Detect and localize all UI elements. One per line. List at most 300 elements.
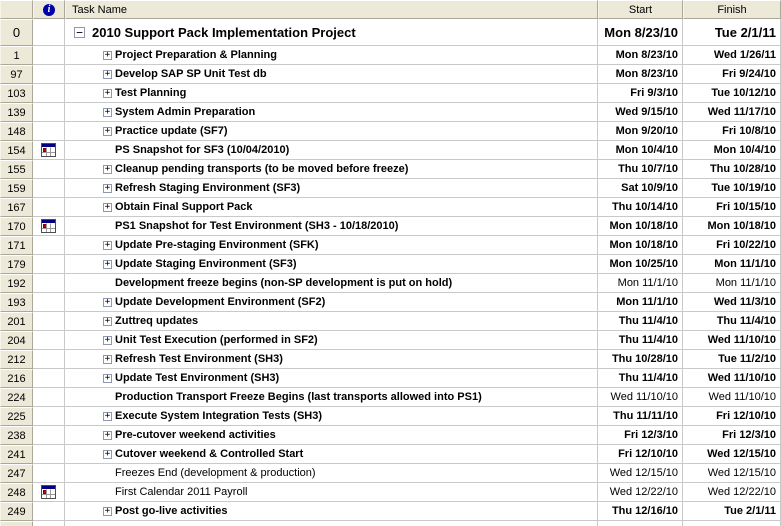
task-start-cell[interactable] xyxy=(598,217,683,236)
expand-collapse-icon[interactable] xyxy=(103,336,112,345)
task-finish-date: Fri 10/22/10 xyxy=(716,239,776,251)
expand-glyph: + xyxy=(104,505,111,516)
task-name-cell[interactable] xyxy=(65,407,598,426)
calendar-constraint-icon xyxy=(41,219,56,233)
task-name: Obtain Final Support Pack xyxy=(115,201,253,213)
task-row xyxy=(0,255,781,274)
task-finish-date: Mon 11/1/10 xyxy=(715,277,776,289)
task-start-cell[interactable] xyxy=(598,350,683,369)
row-id-cell[interactable] xyxy=(0,426,33,445)
task-start-cell[interactable] xyxy=(598,236,683,255)
expand-glyph: + xyxy=(104,448,111,459)
row-id: 212 xyxy=(7,353,26,366)
row-id-cell[interactable] xyxy=(0,198,33,217)
task-start-cell[interactable] xyxy=(598,65,683,84)
expand-collapse-icon[interactable] xyxy=(103,203,112,212)
task-row xyxy=(0,198,781,217)
task-name-cell[interactable] xyxy=(65,331,598,350)
indicator-cell[interactable] xyxy=(33,255,65,274)
task-finish-cell[interactable] xyxy=(683,179,781,198)
task-finish-date: Mon 11/1/10 xyxy=(714,258,776,270)
row-id: 155 xyxy=(7,163,26,176)
task-start-cell[interactable] xyxy=(598,369,683,388)
task-start-cell[interactable] xyxy=(598,160,683,179)
row-id-cell[interactable] xyxy=(0,84,33,103)
indicator-cell[interactable] xyxy=(33,103,65,122)
expand-collapse-icon[interactable] xyxy=(103,241,112,250)
indicator-cell[interactable] xyxy=(33,464,65,483)
task-finish-date: Wed 11/10/10 xyxy=(707,334,776,346)
row-id-cell[interactable] xyxy=(0,331,33,350)
row-id-cell[interactable] xyxy=(0,369,33,388)
task-name: First Calendar 2011 Payroll xyxy=(115,486,248,498)
task-name-cell[interactable] xyxy=(65,369,598,388)
expand-glyph: + xyxy=(104,125,111,136)
task-start-cell[interactable] xyxy=(598,293,683,312)
task-name-cell[interactable] xyxy=(65,160,598,179)
task-name: Pre-cutover weekend activities xyxy=(115,429,276,441)
task-name: Post go-live activities xyxy=(115,505,228,517)
task-finish-cell[interactable] xyxy=(683,217,781,236)
task-finish-cell[interactable] xyxy=(683,103,781,122)
task-start-cell[interactable] xyxy=(598,274,683,293)
row-id: 0 xyxy=(12,25,21,40)
row-id-cell[interactable] xyxy=(0,179,33,198)
task-start-date: Mon 11/1/10 xyxy=(617,277,678,289)
task-name-cell[interactable] xyxy=(65,217,598,236)
row-id: 204 xyxy=(7,334,26,347)
row-id: 216 xyxy=(7,372,26,385)
expand-glyph: + xyxy=(104,239,111,250)
task-name-cell[interactable] xyxy=(65,293,598,312)
expand-glyph: + xyxy=(104,201,111,212)
task-start-date: Fri 12/10/10 xyxy=(618,448,678,460)
task-name-cell[interactable] xyxy=(65,19,598,46)
expand-collapse-icon[interactable] xyxy=(103,412,112,421)
task-row xyxy=(0,407,781,426)
task-start-date: Wed 12/15/10 xyxy=(609,467,678,479)
task-name: Practice update (SF7) xyxy=(115,125,228,137)
indicator-cell[interactable] xyxy=(33,141,65,160)
row-id: 238 xyxy=(7,429,26,442)
task-start-date: Thu 10/7/10 xyxy=(618,163,678,175)
task-name-cell[interactable] xyxy=(65,388,598,407)
task-finish-cell[interactable] xyxy=(683,312,781,331)
task-finish-cell[interactable] xyxy=(683,236,781,255)
task-finish-date: Wed 11/10/10 xyxy=(708,391,776,403)
task-finish-cell[interactable] xyxy=(683,122,781,141)
expand-collapse-icon[interactable] xyxy=(103,70,112,79)
task-row xyxy=(0,312,781,331)
expand-collapse-icon[interactable] xyxy=(103,298,112,307)
info-icon: i xyxy=(43,4,55,16)
row-id-cell[interactable] xyxy=(0,407,33,426)
task-start-cell[interactable] xyxy=(598,521,683,526)
row-id-cell[interactable] xyxy=(0,236,33,255)
expand-collapse-icon[interactable] xyxy=(103,127,112,136)
row-id: 148 xyxy=(7,125,26,138)
task-start-date: Wed 11/10/10 xyxy=(610,391,678,403)
task-finish-date: Tue 10/12/10 xyxy=(711,87,776,99)
task-finish-cell[interactable] xyxy=(683,46,781,65)
task-finish-cell[interactable] xyxy=(683,19,781,46)
task-start-cell[interactable] xyxy=(598,388,683,407)
task-finish-date: Mon 10/18/10 xyxy=(707,220,776,232)
task-finish-cell[interactable] xyxy=(683,255,781,274)
task-finish-cell[interactable] xyxy=(683,464,781,483)
task-finish-date: Fri 12/10/10 xyxy=(716,410,776,422)
task-name: Develop SAP SP Unit Test db xyxy=(115,68,267,80)
row-id-cell[interactable] xyxy=(0,46,33,65)
task-name-cell[interactable] xyxy=(65,350,598,369)
expand-glyph: + xyxy=(104,296,111,307)
expand-collapse-icon[interactable] xyxy=(103,374,112,383)
task-finish-cell[interactable] xyxy=(683,198,781,217)
task-start-cell[interactable] xyxy=(598,464,683,483)
task-name-cell[interactable] xyxy=(65,464,598,483)
task-finish-date: Mon 10/4/10 xyxy=(713,144,776,156)
task-finish-date: Wed 1/26/11 xyxy=(713,49,776,61)
task-row xyxy=(0,65,781,84)
indicator-cell[interactable] xyxy=(33,483,65,502)
task-name: Zuttreq updates xyxy=(115,315,199,327)
task-finish-date: Wed 11/17/10 xyxy=(707,106,776,118)
row-id-cell[interactable] xyxy=(0,103,33,122)
row-id-cell[interactable] xyxy=(0,160,33,179)
row-id-cell[interactable] xyxy=(0,502,33,521)
row-id-cell[interactable] xyxy=(0,388,33,407)
indicator-cell[interactable] xyxy=(33,19,65,46)
row-id-cell[interactable] xyxy=(0,141,33,160)
row-id: 247 xyxy=(7,467,26,480)
task-start-cell[interactable] xyxy=(598,103,683,122)
task-name: PS1 Snapshot for Test Environment (SH3 - 10/18/2010) xyxy=(115,220,399,232)
task-start-date: Fri 9/3/10 xyxy=(630,87,678,99)
task-start-date: Thu 10/28/10 xyxy=(611,353,678,365)
row-id: 159 xyxy=(7,182,26,195)
task-row xyxy=(0,369,781,388)
task-start-date: Mon 11/1/10 xyxy=(616,296,678,308)
expand-collapse-icon[interactable] xyxy=(103,450,112,459)
task-start-date: Thu 12/16/10 xyxy=(611,505,678,517)
task-row xyxy=(0,293,781,312)
indicator-cell[interactable] xyxy=(33,369,65,388)
task-finish-date: Fri 9/24/10 xyxy=(722,68,776,80)
row-id: 103 xyxy=(7,87,26,100)
task-name: Execute System Integration Tests (SH3) xyxy=(115,410,323,422)
task-finish-cell[interactable] xyxy=(683,502,781,521)
row-id-cell[interactable] xyxy=(0,445,33,464)
indicator-cell[interactable] xyxy=(33,426,65,445)
task-name: Freezes End (development & production) xyxy=(115,467,316,479)
task-finish-date: Wed 12/22/10 xyxy=(707,486,776,498)
task-finish-cell[interactable] xyxy=(683,483,781,502)
task-finish-cell[interactable] xyxy=(683,293,781,312)
task-start-cell[interactable] xyxy=(598,445,683,464)
task-start-cell[interactable] xyxy=(598,141,683,160)
task-row xyxy=(0,502,781,521)
indicator-cell[interactable] xyxy=(33,407,65,426)
task-name: Unit Test Execution (performed in SF2) xyxy=(115,334,318,346)
indicator-cell[interactable] xyxy=(33,312,65,331)
calendar-constraint-icon xyxy=(41,143,56,157)
row-id: 225 xyxy=(7,410,26,423)
task-start-date: Mon 8/23/10 xyxy=(615,68,678,80)
task-name: 2010 Support Pack Implementation Project xyxy=(92,24,356,40)
task-name: Development freeze begins (non-SP development is put on hold) xyxy=(115,277,453,289)
task-start-date: Mon 9/20/10 xyxy=(615,125,678,137)
header-task-name[interactable]: Task Name xyxy=(65,0,598,19)
task-start-cell[interactable] xyxy=(598,426,683,445)
task-finish-date: Wed 11/10/10 xyxy=(707,372,776,384)
task-row xyxy=(0,274,781,293)
row-id-cell[interactable] xyxy=(0,65,33,84)
expand-glyph: + xyxy=(104,353,111,364)
expand-glyph: + xyxy=(104,258,111,269)
row-id: 224 xyxy=(7,391,26,404)
task-row xyxy=(0,483,781,502)
expand-collapse-icon[interactable] xyxy=(103,108,112,117)
task-name-cell[interactable] xyxy=(65,255,598,274)
task-start-cell[interactable] xyxy=(598,502,683,521)
row-id: 179 xyxy=(7,258,26,271)
header-info-column[interactable] xyxy=(33,0,65,19)
row-id: 170 xyxy=(7,220,26,233)
task-start-date: Thu 11/4/10 xyxy=(618,315,678,327)
task-finish-date: Wed 11/3/10 xyxy=(713,296,776,308)
task-start-date: Mon 10/18/10 xyxy=(609,239,678,251)
task-name-cell[interactable] xyxy=(65,521,598,526)
task-name: Project Preparation & Planning xyxy=(115,49,277,61)
task-finish-cell[interactable] xyxy=(683,65,781,84)
task-row xyxy=(0,464,781,483)
task-row xyxy=(0,46,781,65)
indicator-cell[interactable] xyxy=(33,198,65,217)
expand-glyph: + xyxy=(104,429,111,440)
row-id: 139 xyxy=(7,106,26,119)
task-row xyxy=(0,331,781,350)
task-name: Cutover weekend & Controlled Start xyxy=(115,448,304,460)
row-id-cell[interactable] xyxy=(0,350,33,369)
indicator-cell[interactable] xyxy=(33,46,65,65)
expand-collapse-icon[interactable] xyxy=(103,89,112,98)
row-id: 193 xyxy=(7,296,26,309)
task-name-cell[interactable] xyxy=(65,46,598,65)
header-finish[interactable]: Finish xyxy=(683,0,781,19)
empty-row xyxy=(0,521,781,526)
task-start-cell[interactable] xyxy=(598,122,683,141)
task-finish-date: Fri 10/15/10 xyxy=(716,201,776,213)
task-name-cell[interactable] xyxy=(65,483,598,502)
indicator-cell[interactable] xyxy=(33,521,65,526)
indicator-cell[interactable] xyxy=(33,388,65,407)
indicator-cell[interactable] xyxy=(33,236,65,255)
task-name: Production Transport Freeze Begins (last transports allowed into PS1) xyxy=(115,391,482,403)
row-id-cell[interactable] xyxy=(0,521,33,526)
indicator-cell[interactable] xyxy=(33,331,65,350)
task-name-cell[interactable] xyxy=(65,84,598,103)
task-start-date: Thu 10/14/10 xyxy=(611,201,678,213)
task-start-date: Thu 11/4/10 xyxy=(618,372,678,384)
task-name-cell[interactable] xyxy=(65,141,598,160)
task-row xyxy=(0,388,781,407)
task-name: Refresh Staging Environment (SF3) xyxy=(115,182,301,194)
expand-collapse-icon[interactable] xyxy=(103,51,112,60)
task-finish-cell[interactable] xyxy=(683,426,781,445)
task-finish-date: Wed 12/15/10 xyxy=(707,467,776,479)
row-id-cell[interactable] xyxy=(0,217,33,236)
task-row xyxy=(0,350,781,369)
task-start-cell[interactable] xyxy=(598,407,683,426)
task-start-date: Thu 11/11/10 xyxy=(613,410,678,422)
task-start-cell[interactable] xyxy=(598,46,683,65)
task-finish-cell[interactable] xyxy=(683,350,781,369)
task-name: Update Development Environment (SF2) xyxy=(115,296,326,308)
indicator-cell[interactable] xyxy=(33,65,65,84)
row-id-cell[interactable] xyxy=(0,464,33,483)
task-name: Update Pre-staging Environment (SFK) xyxy=(115,239,319,251)
task-start-cell[interactable] xyxy=(598,312,683,331)
task-finish-cell[interactable] xyxy=(683,388,781,407)
task-name-cell[interactable] xyxy=(65,103,598,122)
task-start-cell[interactable] xyxy=(598,255,683,274)
task-name-cell[interactable] xyxy=(65,65,598,84)
task-finish-cell[interactable] xyxy=(683,521,781,526)
task-name-cell[interactable] xyxy=(65,198,598,217)
task-name: Cleanup pending transports (to be moved before freeze) xyxy=(115,163,409,175)
task-start-date: Fri 12/3/10 xyxy=(624,429,678,441)
indicator-cell[interactable] xyxy=(33,445,65,464)
expand-collapse-icon[interactable] xyxy=(103,317,112,326)
indicator-cell[interactable] xyxy=(33,122,65,141)
calendar-constraint-icon xyxy=(41,485,56,499)
row-id-cell[interactable] xyxy=(0,19,33,46)
row-id: 241 xyxy=(7,448,26,461)
task-finish-cell[interactable] xyxy=(683,407,781,426)
indicator-cell[interactable] xyxy=(33,293,65,312)
row-id: 154 xyxy=(7,144,26,157)
expand-glyph: − xyxy=(76,25,83,39)
indicator-cell[interactable] xyxy=(33,179,65,198)
task-row xyxy=(0,179,781,198)
row-id-cell[interactable] xyxy=(0,274,33,293)
task-start-date: Mon 10/25/10 xyxy=(609,258,678,270)
row-id-cell[interactable] xyxy=(0,293,33,312)
task-start-date: Sat 10/9/10 xyxy=(621,182,678,194)
indicator-cell[interactable] xyxy=(33,274,65,293)
task-row xyxy=(0,84,781,103)
task-start-cell[interactable] xyxy=(598,331,683,350)
expand-collapse-icon[interactable] xyxy=(103,184,112,193)
task-name: Refresh Test Environment (SH3) xyxy=(115,353,283,365)
indicator-cell[interactable] xyxy=(33,350,65,369)
expand-collapse-icon[interactable] xyxy=(103,260,112,269)
task-name-cell[interactable] xyxy=(65,312,598,331)
expand-glyph: + xyxy=(104,372,111,383)
task-name: Test Planning xyxy=(115,87,187,99)
task-row xyxy=(0,217,781,236)
row-id-cell[interactable] xyxy=(0,255,33,274)
task-row xyxy=(0,141,781,160)
task-name-cell[interactable] xyxy=(65,274,598,293)
indicator-cell[interactable] xyxy=(33,84,65,103)
task-finish-date: Thu 10/28/10 xyxy=(709,163,776,175)
expand-glyph: + xyxy=(104,410,111,421)
task-name-cell[interactable] xyxy=(65,179,598,198)
task-finish-cell[interactable] xyxy=(683,445,781,464)
task-finish-date: Fri 12/3/10 xyxy=(722,429,776,441)
task-finish-cell[interactable] xyxy=(683,274,781,293)
expand-collapse-icon[interactable] xyxy=(103,355,112,364)
task-start-cell[interactable] xyxy=(598,84,683,103)
expand-glyph: + xyxy=(104,163,111,174)
task-start-cell[interactable] xyxy=(598,19,683,46)
table-header-row xyxy=(0,0,781,19)
task-name-cell[interactable] xyxy=(65,445,598,464)
expand-glyph: + xyxy=(104,315,111,326)
task-row xyxy=(0,236,781,255)
task-finish-cell[interactable] xyxy=(683,369,781,388)
row-id: 248 xyxy=(7,486,26,499)
expand-collapse-icon[interactable] xyxy=(103,165,112,174)
task-start-cell[interactable] xyxy=(598,179,683,198)
task-rows-container xyxy=(0,19,781,526)
task-row xyxy=(0,19,781,46)
task-finish-date: Tue 11/2/10 xyxy=(718,353,776,365)
indicator-cell[interactable] xyxy=(33,502,65,521)
task-start-date: Thu 11/4/10 xyxy=(618,334,678,346)
indicator-cell[interactable] xyxy=(33,217,65,236)
expand-glyph: + xyxy=(104,182,111,193)
header-id-column[interactable] xyxy=(0,0,33,19)
task-finish-date: Tue 2/1/11 xyxy=(714,24,776,40)
task-finish-cell[interactable] xyxy=(683,141,781,160)
task-start-date: Mon 8/23/10 xyxy=(604,24,678,40)
task-finish-cell[interactable] xyxy=(683,331,781,350)
task-name-cell[interactable] xyxy=(65,122,598,141)
indicator-cell[interactable] xyxy=(33,160,65,179)
task-start-date: Mon 10/18/10 xyxy=(609,220,678,232)
task-row xyxy=(0,160,781,179)
row-id: 171 xyxy=(7,239,26,252)
task-finish-date: Fri 10/8/10 xyxy=(722,125,776,137)
expand-glyph: + xyxy=(104,68,111,79)
task-row xyxy=(0,426,781,445)
task-name-cell[interactable] xyxy=(65,236,598,255)
task-name-cell[interactable] xyxy=(65,502,598,521)
row-id-cell[interactable] xyxy=(0,312,33,331)
expand-glyph: + xyxy=(104,49,111,60)
task-start-date: Mon 8/23/10 xyxy=(615,49,678,61)
row-id-cell[interactable] xyxy=(0,122,33,141)
expand-glyph: + xyxy=(104,106,111,117)
task-start-cell[interactable] xyxy=(598,483,683,502)
expand-collapse-icon[interactable] xyxy=(103,431,112,440)
row-id: 192 xyxy=(7,277,26,290)
task-row xyxy=(0,103,781,122)
expand-collapse-icon[interactable] xyxy=(103,507,112,516)
task-finish-cell[interactable] xyxy=(683,84,781,103)
task-start-date: Mon 10/4/10 xyxy=(615,144,678,156)
header-start[interactable]: Start xyxy=(598,0,683,19)
task-name: PS Snapshot for SF3 (10/04/2010) xyxy=(115,144,290,156)
task-start-cell[interactable] xyxy=(598,198,683,217)
task-name-cell[interactable] xyxy=(65,426,598,445)
expand-collapse-icon[interactable] xyxy=(74,27,85,38)
task-finish-cell[interactable] xyxy=(683,160,781,179)
row-id-cell[interactable] xyxy=(0,483,33,502)
row-id: 249 xyxy=(7,505,26,518)
